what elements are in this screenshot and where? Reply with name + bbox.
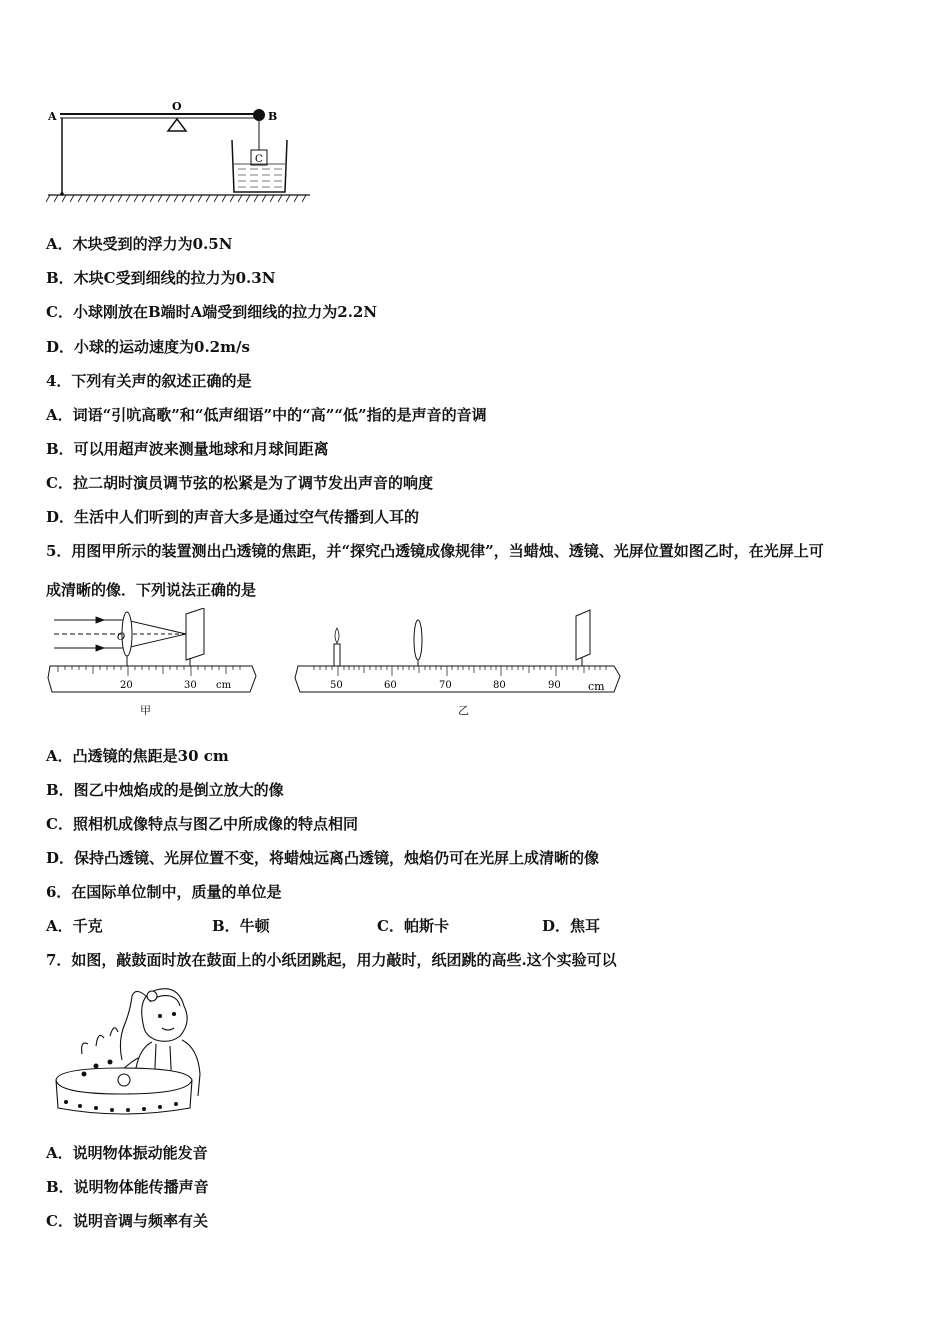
svg-text:cm: cm (588, 680, 605, 693)
lens-yi (414, 620, 422, 660)
q6-option-c: C．帕斯卡 (377, 917, 449, 935)
figure-yi (292, 606, 626, 698)
q4-option-d: D．生活中人们听到的声音大多是通过空气传播到人耳的 (46, 508, 420, 526)
screen-yi (576, 610, 590, 660)
caption-jia: 甲 (140, 704, 151, 717)
q7-stem: 7．如图，敲鼓面时放在鼓面上的小纸团跳起，用力敲时，纸团跳的高些.这个实验可以 (46, 951, 617, 969)
q6-stem: 6．在国际单位制中，质量的单位是 (46, 883, 282, 901)
q3-option-d: D．小球的运动速度为0.2m/s (46, 338, 250, 356)
label-o: O (172, 100, 182, 113)
screen (186, 608, 204, 660)
q6-option-a: A．千克 (46, 917, 103, 935)
svg-text:cm: cm (216, 680, 232, 691)
q4-option-a: A．词语“引吭高歌”和“低声细语”中的“高”“低”指的是声音的音调 (46, 406, 487, 424)
candle (334, 644, 340, 666)
svg-text:90: 90 (548, 680, 561, 691)
q6-option-b: B．牛顿 (212, 917, 270, 935)
svg-text:O: O (117, 632, 126, 643)
svg-text:30: 30 (184, 680, 197, 691)
svg-text:C: C (255, 154, 263, 165)
q3-option-b: B．木块C受到细线的拉力为0.3N (46, 269, 276, 287)
label-a: A (48, 110, 57, 123)
q7-option-b: B．说明物体能传播声音 (46, 1178, 209, 1196)
svg-text:60: 60 (384, 680, 397, 691)
q5-option-c: C．照相机成像特点与图乙中所成像的特点相同 (46, 815, 358, 833)
svg-text:50: 50 (330, 680, 343, 691)
lever-figure (44, 98, 314, 206)
svg-text:80: 80 (493, 680, 506, 691)
label-b: B (268, 110, 278, 123)
q4-option-b: B．可以用超声波来测量地球和月球间距离 (46, 440, 329, 458)
svg-text:70: 70 (439, 680, 452, 691)
ball (253, 109, 265, 121)
drum-figure (52, 982, 202, 1118)
caption-yi: 乙 (458, 704, 469, 717)
q6-option-d: D．焦耳 (542, 917, 601, 935)
q4-stem: 4．下列有关声的叙述正确的是 (46, 372, 252, 390)
svg-text:20: 20 (120, 680, 133, 691)
q4-option-c: C．拉二胡时演员调节弦的松紧是为了调节发出声音的响度 (46, 474, 433, 492)
q5-option-b: B．图乙中烛焰成的是倒立放大的像 (46, 781, 284, 799)
q5-stem-line1: 5．用图甲所示的装置测出凸透镜的焦距，并“探究凸透镜成像规律”，当蜡烛、透镜、光屏位置如图乙时，在光屏上可 (46, 542, 824, 560)
q5-option-d: D．保持凸透镜、光屏位置不变，将蜡烛远离凸透镜，烛焰仍可在光屏上成清晰的像 (46, 849, 600, 867)
q5-option-a: A．凸透镜的焦距是30 cm (46, 747, 229, 765)
figure-jia (44, 608, 264, 698)
q3-option-c: C．小球刚放在B端时A端受到细线的拉力为2.2N (46, 303, 378, 321)
q5-stem-line2: 成清晰的像．下列说法正确的是 (46, 581, 257, 599)
q7-option-a: A．说明物体振动能发音 (46, 1144, 208, 1162)
q3-option-a: A．木块受到的浮力为0.5N (46, 235, 233, 253)
q7-option-c: C．说明音调与频率有关 (46, 1212, 208, 1230)
